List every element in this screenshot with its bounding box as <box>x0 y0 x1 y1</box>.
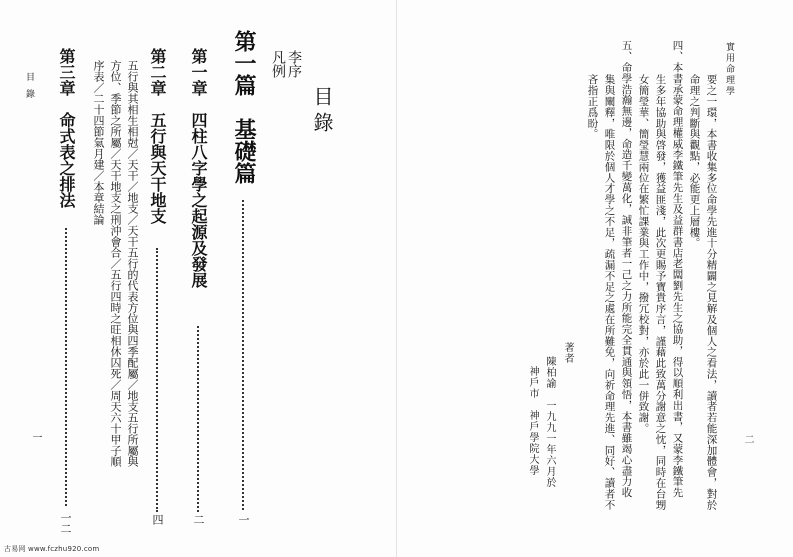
source-watermark: 古易网 www.fczhu920.com <box>4 545 100 553</box>
body-text-line: 生多年協助與啓發，獲益匪淺，此次更賜予寶貴序言，謹藉此致萬分謝意之忱，同時在台甥 <box>654 74 667 510</box>
toc-chapter-3-leader-dots <box>65 228 67 506</box>
author-role: 著者 <box>562 342 573 364</box>
body-text-line: 五、命學浩瀚無邊，命造千變萬化，誠非筆者一己之力所能完全貫通與領悟，本書雖竭心盡力收 <box>620 40 633 498</box>
toc-chapter-2-sections: 方位、季節之所屬／天干地支之刑沖會合／五行四時之旺相休囚死／周天六十甲子順 <box>109 60 122 467</box>
toc-chapter-1-leader-dots <box>197 326 199 512</box>
toc-chapter-1-page: 二 <box>192 514 205 525</box>
running-head-right: 實用命理學 <box>724 42 734 97</box>
body-text-line: 四、本書承蒙命理權威李鐵筆先生及益群書店老闆劉先生之協助，得以順利出書，又蒙李鐵筆先 <box>671 40 684 498</box>
body-text-line: 集與闡釋，唯限於個人才學之不足，疏漏不足之處在所難免，向祈命理先進、同好、讀者不 <box>603 74 616 510</box>
toc-chapter-2-sections: 序表／二十四節氣月建／本章結論 <box>92 60 105 225</box>
body-text-line: 吝指正爲盼。 <box>586 74 599 140</box>
toc-conventions-item: 凡例 <box>270 50 286 78</box>
toc-title: 目錄 <box>310 86 334 138</box>
author-affiliation: 神戶市 神戶學院大學 <box>527 366 538 476</box>
toc-chapter-3-page: 一二 <box>59 512 72 534</box>
page-number-right: 二 <box>742 434 753 444</box>
body-text-line: 命理之判斷與觀點，必能更上層樓。 <box>688 74 701 249</box>
toc-chapter-3: 第三章 命式表之排法 <box>57 48 76 208</box>
toc-chapter-1: 第一章 四柱八字學之起源及發展 <box>189 48 208 288</box>
toc-chapter-2-sections: 五行與其相生相尅／天干／地支／天干五行的代表方位與四季配屬／地支五行所屬與 <box>126 60 139 467</box>
toc-part-page: 一 <box>237 514 250 525</box>
toc-chapter-2: 第二章 五行與天干地支 <box>148 48 167 224</box>
toc-part-title: 第一篇 基礎篇 <box>231 30 257 184</box>
page-number-left: 一 <box>30 432 41 442</box>
running-head-left: 目錄 <box>24 72 34 106</box>
toc-chapter-2-page: 四 <box>151 514 164 525</box>
toc-part-leader-dots <box>242 200 244 510</box>
body-text-line: 要之一環，本書收集多位命學先進十分精闢之見解及個人之看法，讀者若能深加體會，對於 <box>705 74 718 510</box>
toc-preface-item: 李序 <box>286 50 302 78</box>
author-name-date: 陳柏諭 一九九一年六月於 <box>544 356 555 488</box>
toc-chapter-2-leader-dots <box>156 248 158 512</box>
body-text-line: 女簡瑩華、簡瑩慧兩位在繁忙課業與工作中，撥冗校對，亦於此一併致謝。 <box>637 74 650 434</box>
book-gutter <box>396 0 397 557</box>
